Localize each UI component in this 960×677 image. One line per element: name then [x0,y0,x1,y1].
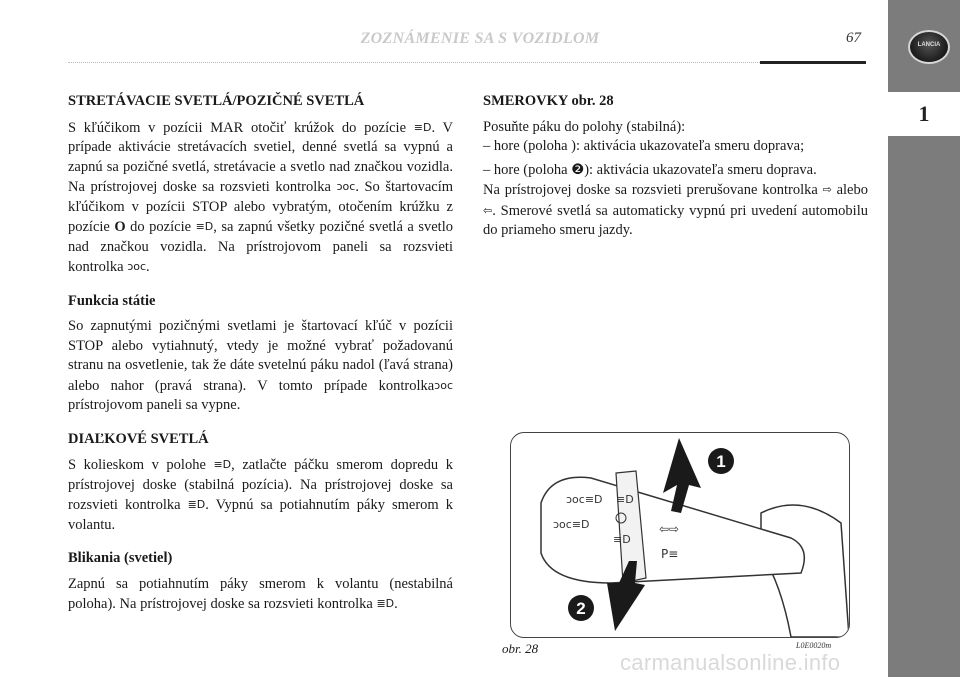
paragraph-parking [68,317,453,416]
line: Posuňte páku do polohy (stabilná): [483,118,686,135]
watermark: carmanualsonline.info [620,650,841,675]
text: Zapnú sa potiahnutím páky smerom k volantu (nestabilná poloha). Na prístrojovej doske sa rozsvieti kontrolka [68,575,453,612]
position-lights-icon: ᴐoᴄ [434,378,453,392]
section-heading-turn-signals: SMEROVKY obr. 28 [483,93,614,109]
figure-caption: obr. 28 [502,641,539,656]
stalk-drawing [511,433,849,637]
callout-2-label: 2 [576,599,586,618]
position-o: O [114,219,126,235]
text: do pozície [125,219,196,235]
paragraph-low-beam [68,118,453,278]
lancia-logo [908,30,950,64]
paragraph-flash [68,575,453,615]
line [483,161,868,181]
text: . Smerové svetlá sa automaticky vypnú pri uvedení automobilu do priameho smeru jazdy. [483,202,868,238]
page-number: 67 [846,30,861,46]
header-rule-accent [760,61,866,64]
text: Na prístrojovej doske sa rozsvieti prerušovane kontrolka [483,182,823,198]
left-column [68,92,453,629]
text: S kolieskom v polohe [68,457,214,473]
text: . So štartovacím kľúčikom v pozícii STOP alebo vybratým, otočením krúžku z pozície [68,179,453,235]
text: alebo [831,182,868,198]
right-column [483,92,868,241]
position-lights-icon: ᴐoᴄ [127,260,147,273]
callout-1-label: 1 [716,452,726,471]
high-beam-icon: ≣D [376,597,395,610]
chapter-tab: 1 [888,92,960,136]
subheading-flash: Blikania (svetiel) [68,550,173,566]
running-header: ZOZNÁMENIE SA S VOZIDLOM [360,30,600,47]
callout-two-icon: ❷ [571,161,585,178]
header-rule [68,62,864,63]
text: , zatlačte páčku smerom dopredu k prístrojovej doske (stabilná pozícia). Na prístrojovej doske sa rozsvieti kontrolka [68,457,453,513]
logo-text: LANCIA [917,42,941,48]
line: – hore (poloha ): aktivácia ukazovateľa smeru doprava; [483,138,805,154]
section-heading-low-beam: STRETÁVACIE SVETLÁ/POZIČNÉ SVETLÁ [68,93,365,109]
text: So zapnutými pozičnými svetlami je štartovací kľúč v pozícii STOP alebo vytiahnutý, vtedy je možné vybrať požadovanú stranu na osvetlenie, tak že dáte svetelnú páku nadol (ľavá strana) alebo nahor (pravá strana). V tomto prípade kontrolka [68,318,453,394]
arrow-left-icon: ⇦ [483,203,493,217]
position-lights-icon: ᴐoᴄ [336,180,356,193]
text: . [394,596,398,612]
text: ): aktivácia ukazovateľa smeru doprava. [584,161,817,178]
text: . V prípade aktivácie stretávacích svetiel, denné svetlá sa vypnú a zapnú sa pozičné svetlá, stretávacie a svetlo nad značkou vozidla. Na prístrojovej doske sa rozsvieti kontrolka [68,119,453,195]
text: prístrojovom paneli sa vypne. [68,397,241,413]
text: . Vypnú sa potiahnutím páky smerom k volantu. [68,497,453,533]
high-beam-icon: ≣D [187,498,206,511]
stalk-symbol: ⇦⇨ [659,522,680,536]
stalk-symbol: P≡ [661,547,679,561]
low-beam-icon: ≡D [213,458,232,471]
text: . [146,259,150,275]
figure-28-stalk-illustration [510,432,850,638]
arrow-right-icon: ⇨ [822,183,832,196]
stalk-symbol: ᴐoᴄ≡D [553,518,590,531]
figure-code: L0E0020m [796,641,832,650]
low-beam-icon: ≡D [413,120,432,134]
text: S kľúčikom v pozícii MAR otočiť krúžok do pozície [68,119,414,136]
subheading-parking: Funkcia státie [68,292,156,309]
stalk-symbol: ᴐoᴄ≡D [566,493,603,506]
paragraph-high-beam [68,455,453,535]
section-heading-high-beam: DIAĽKOVÉ SVETLÁ [68,430,209,447]
low-beam-icon: ≡D [195,220,214,233]
text: , sa zapnú všetky pozičné svetlá a svetlo nad značkou vozidla. Na prístrojovom paneli sa rozsvieti kontrolka [68,219,453,275]
stalk-symbol: ≡D [616,493,634,506]
stalk-symbol: ≡D [613,533,631,546]
text: – hore (poloha [483,161,572,178]
line [483,180,868,241]
